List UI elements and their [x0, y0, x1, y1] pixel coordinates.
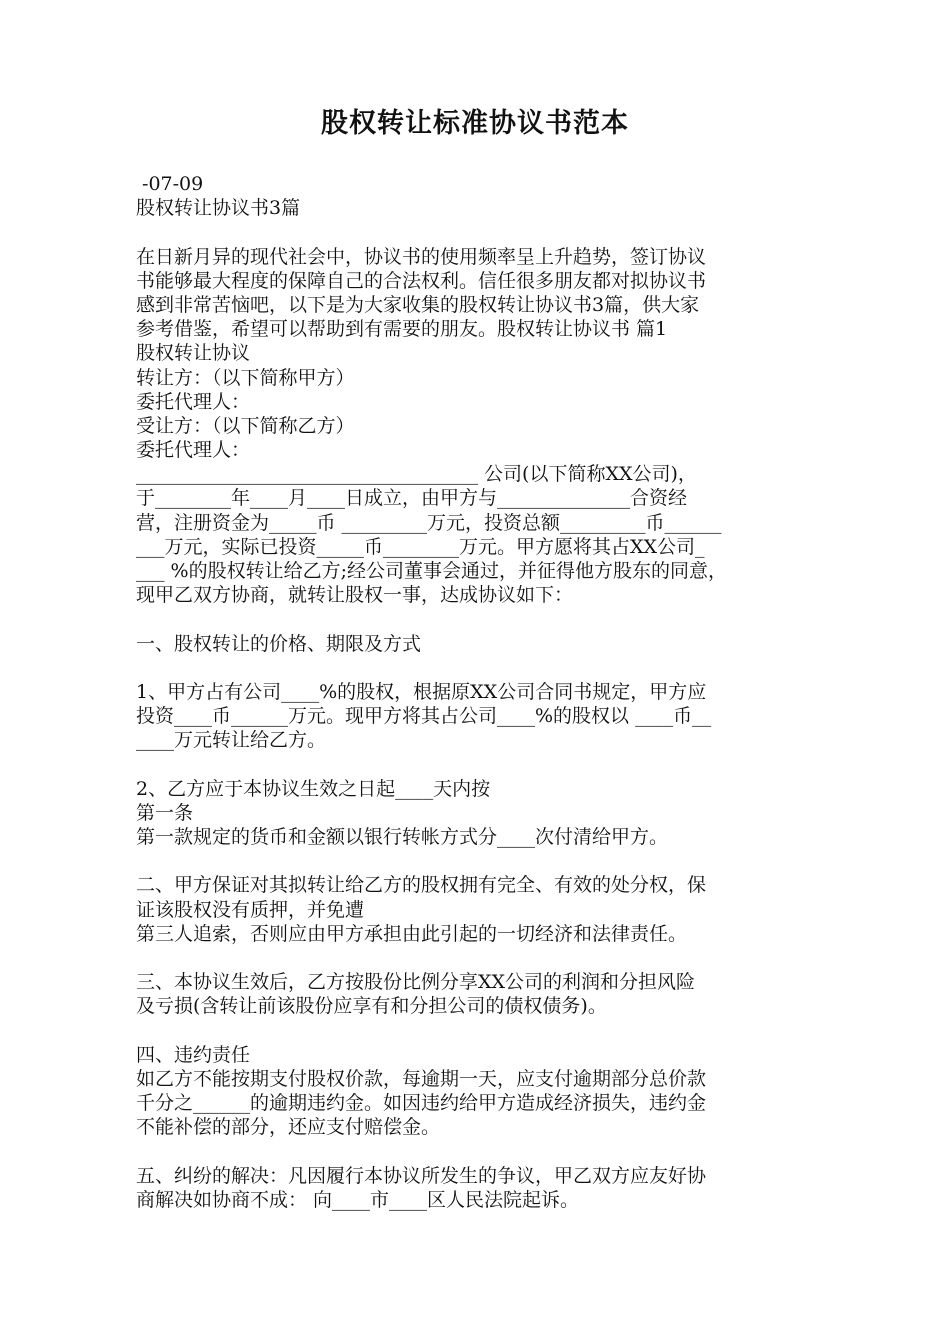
text-line: 投资____币______万元。现甲方将其占公司____%的股权以 ____币__ — [136, 705, 712, 728]
text-line: 及亏损(含转让前该股份应享有和分担公司的债权债务)。 — [136, 995, 607, 1018]
text-line: 受让方：（以下简称乙方） — [136, 414, 355, 437]
text-line: ___ %的股权转让给乙方;经公司董事会通过，并征得他方股东的同意， — [136, 560, 727, 582]
text-line: 委托代理人： — [136, 390, 251, 413]
blank-line — [136, 849, 826, 873]
blank-line — [136, 220, 826, 244]
text-line: 一、股权转让的价格、期限及方式 — [136, 632, 422, 655]
text-line: 营，注册资金为_____币 _________万元，投资总额_________币______ — [136, 511, 722, 534]
text-line: 现甲乙双方协商，就转让股权一事，达成协议如下： — [136, 584, 574, 607]
text-line: -07-09 — [136, 173, 204, 195]
document-body — [136, 172, 826, 1212]
text-line: 五、纠纷的解决：凡因履行本协议所发生的争议，甲乙双方应友好协 — [136, 1164, 707, 1187]
text-line: 于________年____月____日成立，由甲方与______________合资经 — [136, 487, 688, 510]
text-line: 千分之______的逾期违约金。如因违约给甲方造成经济损失，违约金 — [136, 1092, 707, 1115]
text-line: 第三人追索，否则应由甲方承担由此引起的一切经济和法律责任。 — [136, 922, 688, 945]
text-line: 如乙方不能按期支付股权价款，每逾期一天，应支付逾期部分总价款 — [136, 1067, 707, 1090]
text-line: 第一款规定的货币和金额以银行转帐方式分____次付清给甲方。 — [136, 826, 669, 849]
text-line: 2、乙方应于本协议生效之日起____天内按 — [136, 777, 491, 800]
blank-line — [136, 946, 826, 970]
document-title: 股权转让标准协议书范本 — [321, 108, 629, 139]
text-line: ____万元转让给乙方。 — [136, 729, 327, 752]
text-line: 四、违约责任 — [136, 1043, 251, 1066]
text-line: 三、本协议生效后，乙方按股份比例分享XX公司的利润和分担风险 — [136, 971, 696, 994]
text-line: 股权转让协议书3篇 — [136, 197, 301, 220]
text-line: 感到非常苦恼吧，以下是为大家收集的股权转让协议书3篇，供大家 — [136, 293, 700, 316]
text-line: 参考借鉴，希望可以帮助到有需要的朋友。股权转让协议书 篇1 — [136, 318, 668, 341]
text-line: 委托代理人： — [136, 439, 251, 462]
text-line: 第一条 — [136, 801, 194, 824]
text-line: 股权转让协议 — [136, 342, 251, 365]
text-line: 在日新月异的现代社会中，协议书的使用频率呈上升趋势，签订协议 — [136, 245, 707, 268]
blank-line — [136, 753, 826, 777]
text-line: ____________________________________ 公司(以下简称XX公司)， — [136, 463, 697, 486]
text-line: 商解决如协商不成： 向____市____区人民法院起诉。 — [136, 1188, 580, 1211]
text-line: 转让方：（以下简称甲方） — [136, 366, 355, 389]
text-line: 不能补偿的部分，还应支付赔偿金。 — [136, 1116, 441, 1139]
blank-line — [136, 607, 826, 631]
blank-line — [136, 1019, 826, 1043]
blank-line — [136, 1140, 826, 1164]
text-line: 1、甲方占有公司____%的股权，根据原XX公司合同书规定，甲方应 — [136, 680, 707, 703]
text-line: ___万元，实际已投资_____币________万元。甲方愿将其占XX公司_ — [136, 535, 705, 558]
text-line: 二、甲方保证对其拟转让给乙方的股权拥有完全、有效的处分权，保 — [136, 874, 707, 897]
text-line: 书能够最大程度的保障自己的合法权利。信任很多朋友都对拟协议书 — [136, 269, 707, 292]
blank-line — [136, 656, 826, 680]
text-line: 证该股权没有质押，并免遭 — [136, 898, 365, 921]
